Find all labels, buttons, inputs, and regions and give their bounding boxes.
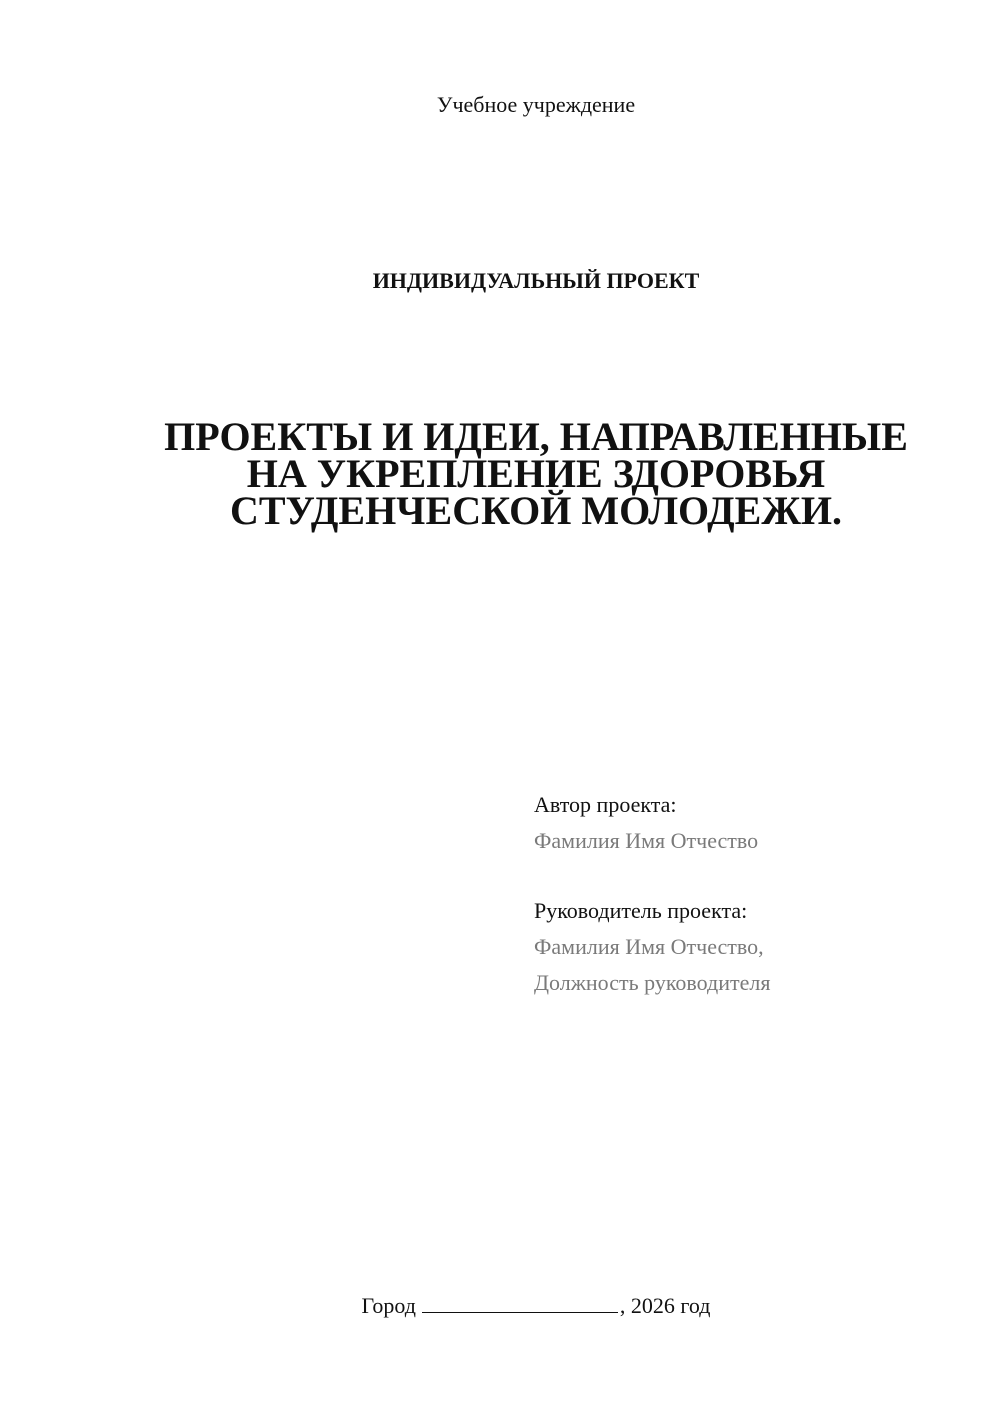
footer-city-year — [0, 1290, 1000, 1319]
author-label: Автор проекта: — [534, 792, 677, 817]
author-name: Фамилия Имя Отчество — [534, 828, 759, 853]
project-title — [0, 414, 1000, 533]
title-line-2: НА УКРЕПЛЕНИЕ ЗДОРОВЬЯ — [246, 451, 826, 496]
supervisor-label: Руководитель проекта: — [534, 898, 748, 923]
project-type-heading: ИНДИВИДУАЛЬНЫЙ ПРОЕКТ — [372, 268, 700, 293]
footer-year: , 2026 год — [619, 1293, 711, 1318]
title-line-1: ПРОЕКТЫ И ИДЕИ, НАПРАВЛЕННЫЕ — [164, 414, 908, 459]
city-blank-line — [422, 1290, 618, 1313]
title-line-3: СТУДЕНЧЕСКОЙ МОЛОДЕЖИ. — [229, 488, 842, 533]
institution-name: Учебное учреждение — [436, 92, 636, 117]
supervisor-position: Должность руководителя — [534, 970, 771, 995]
supervisor-block — [534, 893, 770, 1001]
author-block — [534, 787, 758, 859]
supervisor-name: Фамилия Имя Отчество, — [534, 934, 764, 959]
footer-city: Город — [361, 1293, 416, 1318]
